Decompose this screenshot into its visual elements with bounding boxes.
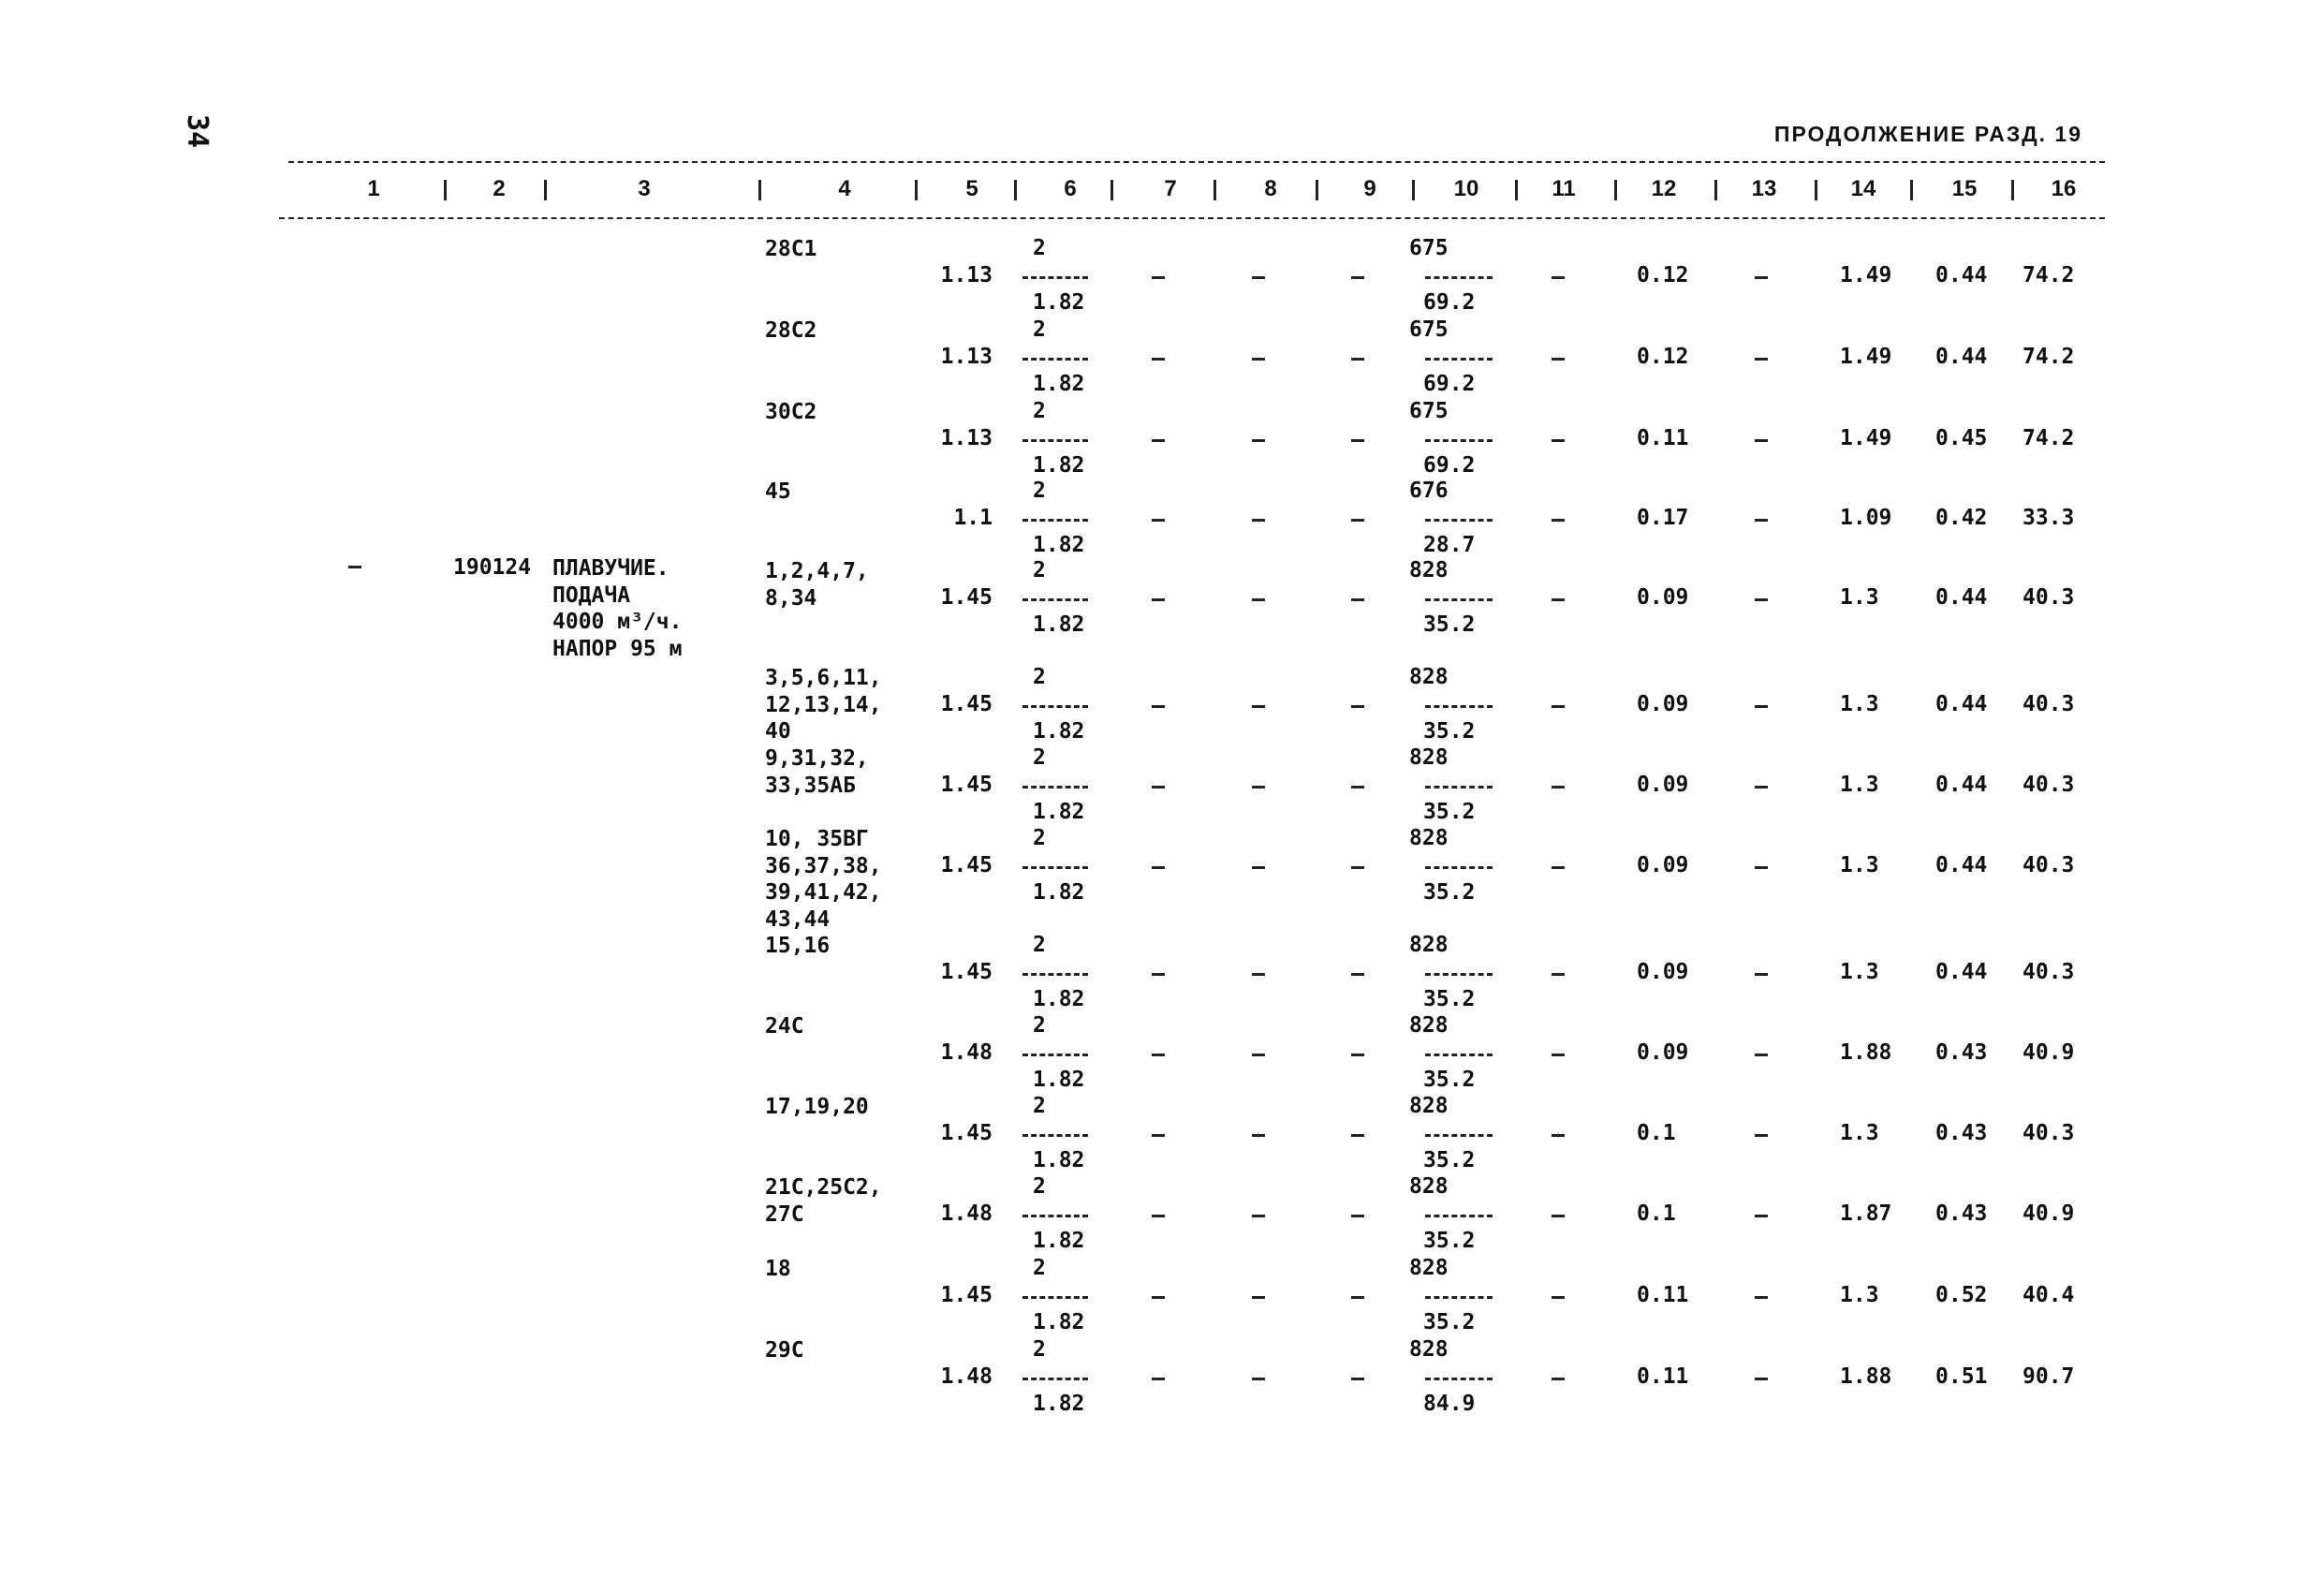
row-col13-dash bbox=[1755, 866, 1768, 869]
row-col10-numerator: 676 bbox=[1409, 479, 1449, 503]
row-col10-fraction-bar bbox=[1425, 1296, 1493, 1299]
row-col14-value: 1.49 bbox=[1840, 345, 1892, 369]
row-col6-denominator: 1.82 bbox=[1033, 719, 1085, 744]
row-col10-fraction-bar bbox=[1425, 866, 1493, 869]
row-col10-denominator: 69.2 bbox=[1423, 453, 1476, 478]
row-col15-value: 0.44 bbox=[1935, 960, 1988, 984]
column-header-2: 2 bbox=[493, 176, 506, 201]
row-col13-dash bbox=[1755, 1134, 1768, 1137]
row-col6-denominator: 1.82 bbox=[1033, 612, 1085, 637]
row-col6-fraction-bar bbox=[1022, 439, 1088, 442]
row-col14-value: 1.3 bbox=[1840, 1283, 1879, 1307]
row-col10-denominator: 35.2 bbox=[1423, 1229, 1476, 1253]
row-col6-numerator: 2 bbox=[1033, 665, 1046, 689]
row-col11-dash bbox=[1552, 598, 1565, 601]
column-separator bbox=[1213, 180, 1216, 200]
row-col14-value: 1.3 bbox=[1840, 585, 1879, 610]
row-col10-fraction-bar bbox=[1425, 786, 1493, 789]
row-grade-list: 1,2,4,7, 8,34 bbox=[765, 559, 869, 611]
row-col10-numerator: 828 bbox=[1409, 933, 1449, 957]
row-col7-dash bbox=[1152, 1215, 1165, 1217]
row-col6-numerator: 2 bbox=[1033, 933, 1046, 957]
row-col13-dash bbox=[1755, 276, 1768, 279]
row-col7-dash bbox=[1152, 973, 1165, 976]
row-col16-value: 40.3 bbox=[2022, 960, 2075, 984]
row-col6-denominator: 1.82 bbox=[1033, 372, 1085, 396]
row-col5-value: 1.48 bbox=[940, 1040, 993, 1065]
row-col6-fraction-bar bbox=[1022, 973, 1088, 976]
row-col10-numerator: 828 bbox=[1409, 1337, 1449, 1362]
row-col8-dash bbox=[1252, 973, 1265, 976]
row-col6-numerator: 2 bbox=[1033, 1337, 1046, 1362]
row-col10-fraction-bar bbox=[1425, 1134, 1493, 1137]
row-col15-value: 0.44 bbox=[1935, 345, 1988, 369]
row-col9-dash bbox=[1351, 519, 1364, 522]
row-col15-value: 0.43 bbox=[1935, 1040, 1988, 1065]
row-col9-dash bbox=[1351, 358, 1364, 361]
row-col8-dash bbox=[1252, 598, 1265, 601]
column-header-13: 13 bbox=[1751, 176, 1777, 201]
column-separator bbox=[1614, 180, 1617, 200]
group-description: ПЛАВУЧИЕ. ПОДАЧА 4000 м³/ч. НАПОР 95 м bbox=[552, 556, 683, 661]
row-col6-fraction-bar bbox=[1022, 358, 1088, 361]
row-col7-dash bbox=[1152, 519, 1165, 522]
row-col5-value: 1.48 bbox=[940, 1201, 993, 1226]
row-col15-value: 0.42 bbox=[1935, 506, 1988, 530]
row-col6-fraction-bar bbox=[1022, 276, 1088, 279]
row-col13-dash bbox=[1755, 1054, 1768, 1056]
row-col13-dash bbox=[1755, 1215, 1768, 1217]
row-col10-numerator: 675 bbox=[1409, 236, 1449, 260]
row-col6-numerator: 2 bbox=[1033, 1256, 1046, 1280]
row-col11-dash bbox=[1552, 519, 1565, 522]
row-col10-fraction-bar bbox=[1425, 1054, 1493, 1056]
row-col6-numerator: 2 bbox=[1033, 1174, 1046, 1199]
row-grade-list: 28С1 bbox=[765, 237, 817, 261]
column-header-8: 8 bbox=[1264, 176, 1277, 201]
row-col9-dash bbox=[1351, 1134, 1364, 1137]
row-col6-fraction-bar bbox=[1022, 786, 1088, 789]
row-col10-fraction-bar bbox=[1425, 358, 1493, 361]
column-header-1: 1 bbox=[367, 176, 380, 201]
row-col8-dash bbox=[1252, 519, 1265, 522]
row-col6-numerator: 2 bbox=[1033, 826, 1046, 850]
row-col7-dash bbox=[1152, 439, 1165, 442]
row-grade-list: 15,16 bbox=[765, 934, 831, 958]
row-col5-value: 1.45 bbox=[940, 773, 993, 797]
row-col6-fraction-bar bbox=[1022, 519, 1088, 522]
column-separator bbox=[1515, 180, 1518, 200]
row-col10-denominator: 84.9 bbox=[1423, 1392, 1476, 1416]
row-col7-dash bbox=[1152, 276, 1165, 279]
row-col5-value: 1.45 bbox=[940, 853, 993, 877]
row-col11-dash bbox=[1552, 358, 1565, 361]
row-col10-denominator: 35.2 bbox=[1423, 987, 1476, 1011]
row-col12-value: 0.09 bbox=[1637, 692, 1689, 716]
row-col16-value: 40.9 bbox=[2022, 1201, 2075, 1226]
row-col6-denominator: 1.82 bbox=[1033, 1310, 1085, 1334]
column-header-10: 10 bbox=[1453, 176, 1479, 201]
row-col9-dash bbox=[1351, 1378, 1364, 1380]
row-col11-dash bbox=[1552, 276, 1565, 279]
row-col6-fraction-bar bbox=[1022, 598, 1088, 601]
row-col8-dash bbox=[1252, 1378, 1265, 1380]
row-col11-dash bbox=[1552, 1134, 1565, 1137]
row-col5-value: 1.13 bbox=[940, 263, 993, 287]
row-col14-value: 1.88 bbox=[1840, 1364, 1892, 1389]
row-col16-value: 74.2 bbox=[2022, 426, 2075, 450]
row-col16-value: 40.4 bbox=[2022, 1283, 2075, 1307]
column-separator bbox=[1014, 180, 1017, 200]
row-col5-value: 1.13 bbox=[940, 345, 993, 369]
row-col8-dash bbox=[1252, 276, 1265, 279]
row-col6-fraction-bar bbox=[1022, 1215, 1088, 1217]
row-col12-value: 0.09 bbox=[1637, 585, 1689, 610]
row-grade-list: 28С2 bbox=[765, 318, 817, 343]
row-col5-value: 1.45 bbox=[940, 585, 993, 610]
row-col15-value: 0.43 bbox=[1935, 1201, 1988, 1226]
column-header-5: 5 bbox=[965, 176, 978, 201]
row-col10-fraction-bar bbox=[1425, 598, 1493, 601]
column-header-6: 6 bbox=[1064, 176, 1077, 201]
row-col5-value: 1.45 bbox=[940, 1121, 993, 1145]
row-col13-dash bbox=[1755, 358, 1768, 361]
row-col15-value: 0.44 bbox=[1935, 263, 1988, 287]
row-col8-dash bbox=[1252, 705, 1265, 708]
row-col10-fraction-bar bbox=[1425, 276, 1493, 279]
row-col10-numerator: 828 bbox=[1409, 1256, 1449, 1280]
row-col7-dash bbox=[1152, 786, 1165, 789]
row-col7-dash bbox=[1152, 866, 1165, 869]
row-col8-dash bbox=[1252, 866, 1265, 869]
row-col11-dash bbox=[1552, 439, 1565, 442]
row-col14-value: 1.3 bbox=[1840, 1121, 1879, 1145]
row-col10-numerator: 828 bbox=[1409, 745, 1449, 770]
row-col16-value: 40.9 bbox=[2022, 1040, 2075, 1065]
column-separator bbox=[1316, 180, 1318, 200]
row-col5-value: 1.45 bbox=[940, 960, 993, 984]
row-col6-numerator: 2 bbox=[1033, 479, 1046, 503]
row-col6-denominator: 1.82 bbox=[1033, 1392, 1085, 1416]
row-col10-numerator: 828 bbox=[1409, 1094, 1449, 1118]
column-separator bbox=[1815, 180, 1817, 200]
row-col10-fraction-bar bbox=[1425, 1378, 1493, 1380]
row-col15-value: 0.44 bbox=[1935, 692, 1988, 716]
row-col10-denominator: 28.7 bbox=[1423, 533, 1476, 557]
row-col6-denominator: 1.82 bbox=[1033, 1068, 1085, 1092]
row-col16-value: 40.3 bbox=[2022, 773, 2075, 797]
row-col8-dash bbox=[1252, 358, 1265, 361]
column-separator bbox=[444, 180, 447, 200]
group-code: 190124 bbox=[453, 555, 532, 580]
row-col16-value: 40.3 bbox=[2022, 1121, 2075, 1145]
row-col6-numerator: 2 bbox=[1033, 558, 1046, 582]
row-col10-denominator: 35.2 bbox=[1423, 1068, 1476, 1092]
row-col15-value: 0.44 bbox=[1935, 773, 1988, 797]
row-col13-dash bbox=[1755, 519, 1768, 522]
row-col16-value: 74.2 bbox=[2022, 263, 2075, 287]
row-col16-value: 40.3 bbox=[2022, 692, 2075, 716]
row-col10-numerator: 828 bbox=[1409, 665, 1449, 689]
row-col13-dash bbox=[1755, 786, 1768, 789]
row-col12-value: 0.11 bbox=[1637, 1364, 1689, 1389]
row-col14-value: 1.3 bbox=[1840, 773, 1879, 797]
row-col12-value: 0.1 bbox=[1637, 1121, 1676, 1145]
row-col6-numerator: 2 bbox=[1033, 236, 1046, 260]
row-col5-value: 1.48 bbox=[940, 1364, 993, 1389]
column-separator bbox=[1111, 180, 1113, 200]
row-grade-list: 29С bbox=[765, 1338, 804, 1363]
row-col16-value: 90.7 bbox=[2022, 1364, 2075, 1389]
row-col9-dash bbox=[1351, 1296, 1364, 1299]
row-col13-dash bbox=[1755, 598, 1768, 601]
row-col11-dash bbox=[1552, 973, 1565, 976]
column-header-12: 12 bbox=[1651, 176, 1677, 201]
row-col9-dash bbox=[1351, 276, 1364, 279]
row-grade-list: 45 bbox=[765, 479, 791, 504]
column-header-15: 15 bbox=[1951, 176, 1978, 201]
row-col13-dash bbox=[1755, 973, 1768, 976]
row-col6-fraction-bar bbox=[1022, 1378, 1088, 1380]
row-col7-dash bbox=[1152, 1378, 1165, 1380]
row-col8-dash bbox=[1252, 1054, 1265, 1056]
row-col9-dash bbox=[1351, 439, 1364, 442]
row-col13-dash bbox=[1755, 1378, 1768, 1380]
row-col11-dash bbox=[1552, 1215, 1565, 1217]
row-col10-denominator: 69.2 bbox=[1423, 290, 1476, 315]
header-top-rule bbox=[288, 161, 2105, 163]
row-grade-list: 24С bbox=[765, 1014, 804, 1039]
column-header-16: 16 bbox=[2051, 176, 2077, 201]
row-col6-denominator: 1.82 bbox=[1033, 453, 1085, 478]
row-col6-denominator: 1.82 bbox=[1033, 290, 1085, 315]
row-col16-value: 33.3 bbox=[2022, 506, 2075, 530]
row-col10-numerator: 828 bbox=[1409, 1013, 1449, 1038]
row-col9-dash bbox=[1351, 598, 1364, 601]
row-col13-dash bbox=[1755, 1296, 1768, 1299]
row-col12-value: 0.09 bbox=[1637, 773, 1689, 797]
row-col11-dash bbox=[1552, 1296, 1565, 1299]
page-number: 34 bbox=[181, 114, 213, 149]
row-col14-value: 1.3 bbox=[1840, 692, 1879, 716]
group-col1-dash bbox=[348, 566, 361, 568]
row-col10-numerator: 828 bbox=[1409, 826, 1449, 850]
row-col6-denominator: 1.82 bbox=[1033, 1148, 1085, 1172]
row-col10-fraction-bar bbox=[1425, 705, 1493, 708]
column-separator bbox=[544, 180, 547, 200]
row-col7-dash bbox=[1152, 705, 1165, 708]
row-col12-value: 0.11 bbox=[1637, 1283, 1689, 1307]
row-col11-dash bbox=[1552, 786, 1565, 789]
row-col8-dash bbox=[1252, 1296, 1265, 1299]
row-col14-value: 1.3 bbox=[1840, 853, 1879, 877]
row-col14-value: 1.88 bbox=[1840, 1040, 1892, 1065]
row-col10-fraction-bar bbox=[1425, 973, 1493, 976]
row-col7-dash bbox=[1152, 1054, 1165, 1056]
row-col15-value: 0.52 bbox=[1935, 1283, 1988, 1307]
column-header-11: 11 bbox=[1552, 176, 1576, 201]
row-col12-value: 0.09 bbox=[1637, 1040, 1689, 1065]
row-col13-dash bbox=[1755, 439, 1768, 442]
row-grade-list: 10, 35ВГ 36,37,38, 39,41,42, 43,44 bbox=[765, 827, 882, 932]
section-continuation-title: ПРОДОЛЖЕНИЕ РАЗД. 19 bbox=[1773, 122, 2082, 146]
row-col11-dash bbox=[1552, 705, 1565, 708]
column-separator bbox=[2011, 180, 2014, 200]
row-col9-dash bbox=[1351, 786, 1364, 789]
row-col8-dash bbox=[1252, 439, 1265, 442]
row-col9-dash bbox=[1351, 1054, 1364, 1056]
row-col10-denominator: 35.2 bbox=[1423, 612, 1476, 637]
column-header-14: 14 bbox=[1850, 176, 1876, 201]
row-col12-value: 0.09 bbox=[1637, 853, 1689, 877]
column-separator bbox=[758, 180, 761, 200]
row-col14-value: 1.49 bbox=[1840, 426, 1892, 450]
row-col9-dash bbox=[1351, 1215, 1364, 1217]
row-col6-fraction-bar bbox=[1022, 1054, 1088, 1056]
column-header-4: 4 bbox=[838, 176, 851, 201]
row-col8-dash bbox=[1252, 786, 1265, 789]
row-col12-value: 0.17 bbox=[1637, 506, 1689, 530]
row-col7-dash bbox=[1152, 358, 1165, 361]
row-col10-fraction-bar bbox=[1425, 439, 1493, 442]
column-header-3: 3 bbox=[638, 176, 651, 201]
column-header-7: 7 bbox=[1164, 176, 1177, 201]
row-col6-numerator: 2 bbox=[1033, 317, 1046, 342]
row-col6-denominator: 1.82 bbox=[1033, 1229, 1085, 1253]
row-col6-numerator: 2 bbox=[1033, 1094, 1046, 1118]
column-header-9: 9 bbox=[1363, 176, 1376, 201]
row-col13-dash bbox=[1755, 705, 1768, 708]
row-col15-value: 0.43 bbox=[1935, 1121, 1988, 1145]
row-col12-value: 0.12 bbox=[1637, 345, 1689, 369]
row-col15-value: 0.45 bbox=[1935, 426, 1988, 450]
row-col9-dash bbox=[1351, 705, 1364, 708]
row-col15-value: 0.44 bbox=[1935, 853, 1988, 877]
row-col12-value: 0.12 bbox=[1637, 263, 1689, 287]
row-col14-value: 1.87 bbox=[1840, 1201, 1892, 1226]
header-bottom-rule bbox=[279, 217, 2105, 219]
row-col16-value: 40.3 bbox=[2022, 585, 2075, 610]
row-grade-list: 17,19,20 bbox=[765, 1095, 869, 1119]
row-grade-list: 3,5,6,11, 12,13,14, 40 bbox=[765, 666, 882, 744]
row-col5-value: 1.45 bbox=[940, 1283, 993, 1307]
row-col6-denominator: 1.82 bbox=[1033, 800, 1085, 824]
row-grade-list: 9,31,32, 33,35АБ bbox=[765, 746, 869, 798]
row-col10-numerator: 675 bbox=[1409, 399, 1449, 423]
row-col10-numerator: 828 bbox=[1409, 558, 1449, 582]
row-col6-fraction-bar bbox=[1022, 705, 1088, 708]
row-col6-fraction-bar bbox=[1022, 1296, 1088, 1299]
row-col10-fraction-bar bbox=[1425, 1215, 1493, 1217]
row-col10-fraction-bar bbox=[1425, 519, 1493, 522]
row-col11-dash bbox=[1552, 1054, 1565, 1056]
row-col15-value: 0.44 bbox=[1935, 585, 1988, 610]
row-col16-value: 40.3 bbox=[2022, 853, 2075, 877]
row-col10-numerator: 675 bbox=[1409, 317, 1449, 342]
row-col6-fraction-bar bbox=[1022, 1134, 1088, 1137]
row-col8-dash bbox=[1252, 1215, 1265, 1217]
row-col9-dash bbox=[1351, 973, 1364, 976]
row-col7-dash bbox=[1152, 1134, 1165, 1137]
row-col11-dash bbox=[1552, 1378, 1565, 1380]
row-col10-denominator: 35.2 bbox=[1423, 880, 1476, 905]
row-col10-numerator: 828 bbox=[1409, 1174, 1449, 1199]
row-col6-fraction-bar bbox=[1022, 866, 1088, 869]
row-col10-denominator: 69.2 bbox=[1423, 372, 1476, 396]
row-col5-value: 1.13 bbox=[940, 426, 993, 450]
row-col6-numerator: 2 bbox=[1033, 1013, 1046, 1038]
row-col6-denominator: 1.82 bbox=[1033, 880, 1085, 905]
row-col6-denominator: 1.82 bbox=[1033, 533, 1085, 557]
row-col7-dash bbox=[1152, 1296, 1165, 1299]
row-col12-value: 0.11 bbox=[1637, 426, 1689, 450]
row-col10-denominator: 35.2 bbox=[1423, 800, 1476, 824]
column-separator bbox=[1412, 180, 1415, 200]
row-grade-list: 30С2 bbox=[765, 400, 817, 424]
row-col14-value: 1.49 bbox=[1840, 263, 1892, 287]
row-col12-value: 0.09 bbox=[1637, 960, 1689, 984]
row-grade-list: 21С,25С2, 27С bbox=[765, 1175, 882, 1227]
row-col9-dash bbox=[1351, 866, 1364, 869]
row-col5-value: 1.45 bbox=[940, 692, 993, 716]
row-col10-denominator: 35.2 bbox=[1423, 1148, 1476, 1172]
column-separator bbox=[1714, 180, 1717, 200]
row-col7-dash bbox=[1152, 598, 1165, 601]
row-col12-value: 0.1 bbox=[1637, 1201, 1676, 1226]
row-col5-value: 1.1 bbox=[953, 506, 993, 530]
row-col10-denominator: 35.2 bbox=[1423, 719, 1476, 744]
row-col6-numerator: 2 bbox=[1033, 399, 1046, 423]
row-col14-value: 1.09 bbox=[1840, 506, 1892, 530]
row-col6-numerator: 2 bbox=[1033, 745, 1046, 770]
row-col16-value: 74.2 bbox=[2022, 345, 2075, 369]
row-col14-value: 1.3 bbox=[1840, 960, 1879, 984]
row-col10-denominator: 35.2 bbox=[1423, 1310, 1476, 1334]
row-col8-dash bbox=[1252, 1134, 1265, 1137]
row-col15-value: 0.51 bbox=[1935, 1364, 1988, 1389]
column-separator bbox=[1910, 180, 1913, 200]
row-grade-list: 18 bbox=[765, 1257, 791, 1281]
column-separator bbox=[915, 180, 918, 200]
row-col11-dash bbox=[1552, 866, 1565, 869]
row-col6-denominator: 1.82 bbox=[1033, 987, 1085, 1011]
